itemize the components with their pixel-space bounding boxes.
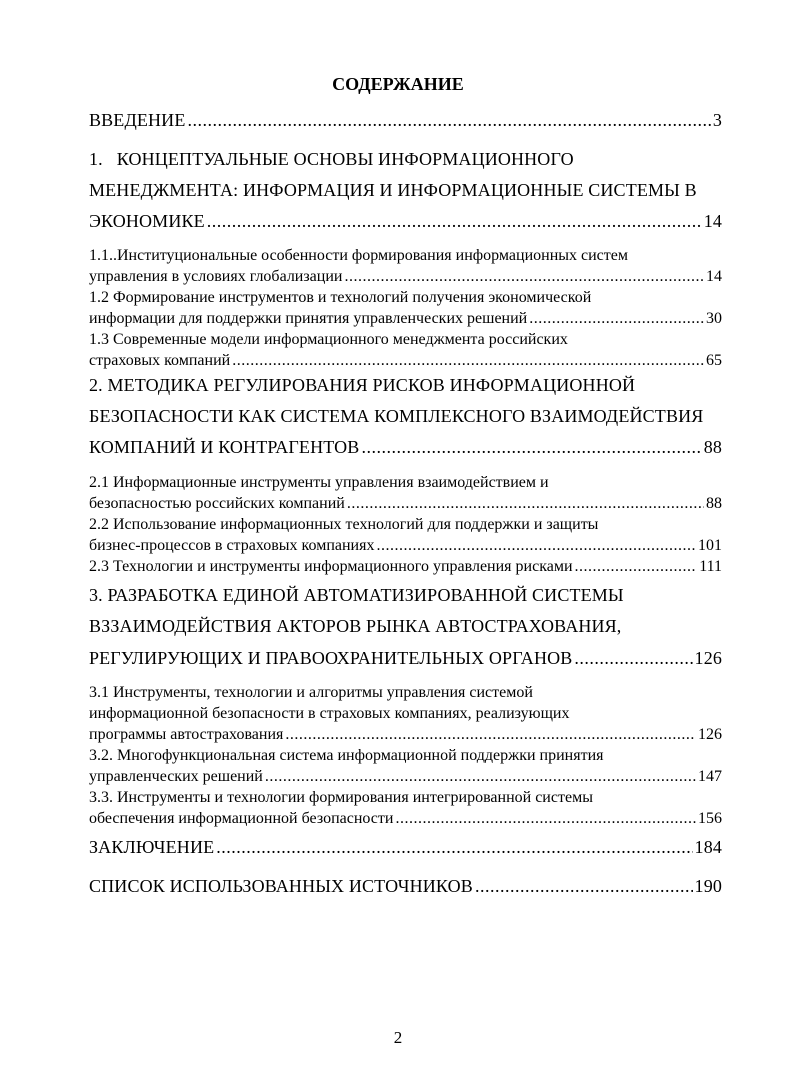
dot-leader bbox=[376, 538, 696, 554]
toc-chapter-1-line-1: 1. КОНЦЕПТУАЛЬНЫЕ ОСНОВЫ ИНФОРМАЦИОННОГО bbox=[89, 149, 574, 169]
dot-leader bbox=[361, 438, 701, 456]
dot-leader bbox=[574, 649, 692, 667]
toc-chapter-1-line-2: МЕНЕДЖМЕНТА: ИНФОРМАЦИЯ И ИНФОРМАЦИОННЫЕ СИСТЕМЫ В bbox=[89, 180, 697, 200]
dot-leader bbox=[207, 212, 702, 230]
dot-leader bbox=[529, 311, 704, 327]
dot-leader bbox=[187, 111, 710, 129]
page-title: СОДЕРЖАНИЕ bbox=[332, 74, 464, 94]
toc-section-2-1-line-1: 2.1 Информационные инструменты управления взаимодействием и bbox=[89, 474, 549, 491]
toc-page-number: 156 bbox=[698, 810, 722, 827]
toc-chapter-2-line-2: БЕЗОПАСНОСТИ КАК СИСТЕМА КОМПЛЕКСНОГО ВЗАИМОДЕЙСТВИЯ bbox=[89, 406, 704, 426]
toc-page-number: 65 bbox=[706, 352, 722, 369]
toc-section-1-3-line-1: 1.3 Современные модели информационного менеджмента российских bbox=[89, 331, 568, 348]
dot-leader bbox=[232, 353, 704, 369]
toc-section-3-3-line-2: обеспечения информационной безопасности ..... 156 bbox=[89, 811, 722, 827]
toc-section-2-1-line-2: безопасностью российских компаний ..... 88 bbox=[89, 496, 722, 512]
toc-page-number: 101 bbox=[698, 537, 722, 554]
toc-page-number: 126 bbox=[698, 726, 722, 743]
toc-section-2-2-line-1: 2.2 Использование информационных технологий для поддержки и защиты bbox=[89, 516, 599, 533]
dot-leader bbox=[347, 496, 704, 512]
toc-section-2-2-line-2: бизнес-процессов в страховых компаниях ..... 101 bbox=[89, 538, 722, 554]
toc-chapter-2-line-1: 2. МЕТОДИКА РЕГУЛИРОВАНИЯ РИСКОВ ИНФОРМАЦИОННОЙ bbox=[89, 375, 636, 395]
page-number: 2 bbox=[393, 1028, 403, 1047]
toc-page-number: 30 bbox=[706, 310, 722, 327]
toc-chapter-3-line-2: ВЗЗАИМОДЕЙСТВИЯ АКТОРОВ РЫНКА АВТОСТРАХОВАНИЯ, bbox=[89, 616, 622, 636]
toc-page-number: 190 bbox=[694, 876, 722, 896]
toc-page-number: 14 bbox=[703, 211, 722, 231]
dot-leader bbox=[475, 877, 693, 895]
toc-chapter-2-line-3: КОМПАНИЙ И КОНТРАГЕНТОВ ..... 88 bbox=[89, 438, 722, 456]
toc-section-1-1-line-2: управления в условиях глобализации ..... 14 bbox=[89, 269, 722, 285]
toc-entry-references: СПИСОК ИСПОЛЬЗОВАННЫХ ИСТОЧНИКОВ ..... 190 bbox=[89, 877, 722, 895]
dot-leader bbox=[344, 269, 704, 285]
toc-page-number: 147 bbox=[698, 768, 722, 785]
toc-page-number: 88 bbox=[703, 437, 722, 457]
toc-section-3-1-line-3: программы автострахования ..... 126 bbox=[89, 727, 722, 743]
toc-entry-text: ВВЕДЕНИЕ bbox=[89, 110, 186, 130]
dot-leader bbox=[575, 559, 698, 575]
toc-section-1-3-line-2: страховых компаний ..... 65 bbox=[89, 353, 722, 369]
toc-section-1-2-line-2: информации для поддержки принятия управленческих решений ..... 30 bbox=[89, 311, 722, 327]
toc-page-number: 184 bbox=[694, 837, 722, 857]
toc-page-number: 126 bbox=[694, 648, 722, 668]
toc-section-3-1-line-1: 3.1 Инструменты, технологии и алгоритмы управления системой bbox=[89, 684, 533, 701]
dot-leader bbox=[395, 811, 696, 827]
toc-page-number: 111 bbox=[699, 558, 722, 575]
toc-entry-intro bbox=[89, 111, 722, 129]
toc-section-3-3-line-1: 3.3. Инструменты и технологии формирования интегрированной системы bbox=[89, 789, 593, 806]
toc-section-3-2-line-2: управленческих решений ..... 147 bbox=[89, 769, 722, 785]
dot-leader bbox=[265, 769, 696, 785]
toc-chapter-1-line-3: ЭКОНОМИКЕ ..... 14 bbox=[89, 212, 722, 230]
toc-page-number: 88 bbox=[706, 495, 722, 512]
toc-section-1-1-line-1: 1.1..Институциональные особенности формирования информационных систем bbox=[89, 247, 628, 264]
toc-section-2-3: 2.3 Технологии и инструменты информационного управления рисками ..... 111 bbox=[89, 559, 722, 575]
toc-page-number: 3 bbox=[712, 110, 722, 130]
dot-leader bbox=[216, 838, 692, 856]
toc-entry-conclusion: ЗАКЛЮЧЕНИЕ ..... 184 bbox=[89, 838, 722, 856]
dot-leader bbox=[285, 727, 696, 743]
toc-section-3-1-line-2: информационной безопасности в страховых компаниях, реализующих bbox=[89, 705, 570, 722]
toc-section-3-2-line-1: 3.2. Многофункциональная система информационной поддержки принятия bbox=[89, 747, 604, 764]
toc-chapter-3-line-1: 3. РАЗРАБОТКА ЕДИНОЙ АВТОМАТИЗИРОВАННОЙ СИСТЕМЫ bbox=[89, 585, 624, 605]
toc-chapter-3-line-3: РЕГУЛИРУЮЩИХ И ПРАВООХРАНИТЕЛЬНЫХ ОРГАНОВ ..... 126 bbox=[89, 649, 722, 667]
toc-section-1-2-line-1: 1.2 Формирование инструментов и технологий получения экономической bbox=[89, 289, 592, 306]
toc-page-number: 14 bbox=[706, 268, 722, 285]
